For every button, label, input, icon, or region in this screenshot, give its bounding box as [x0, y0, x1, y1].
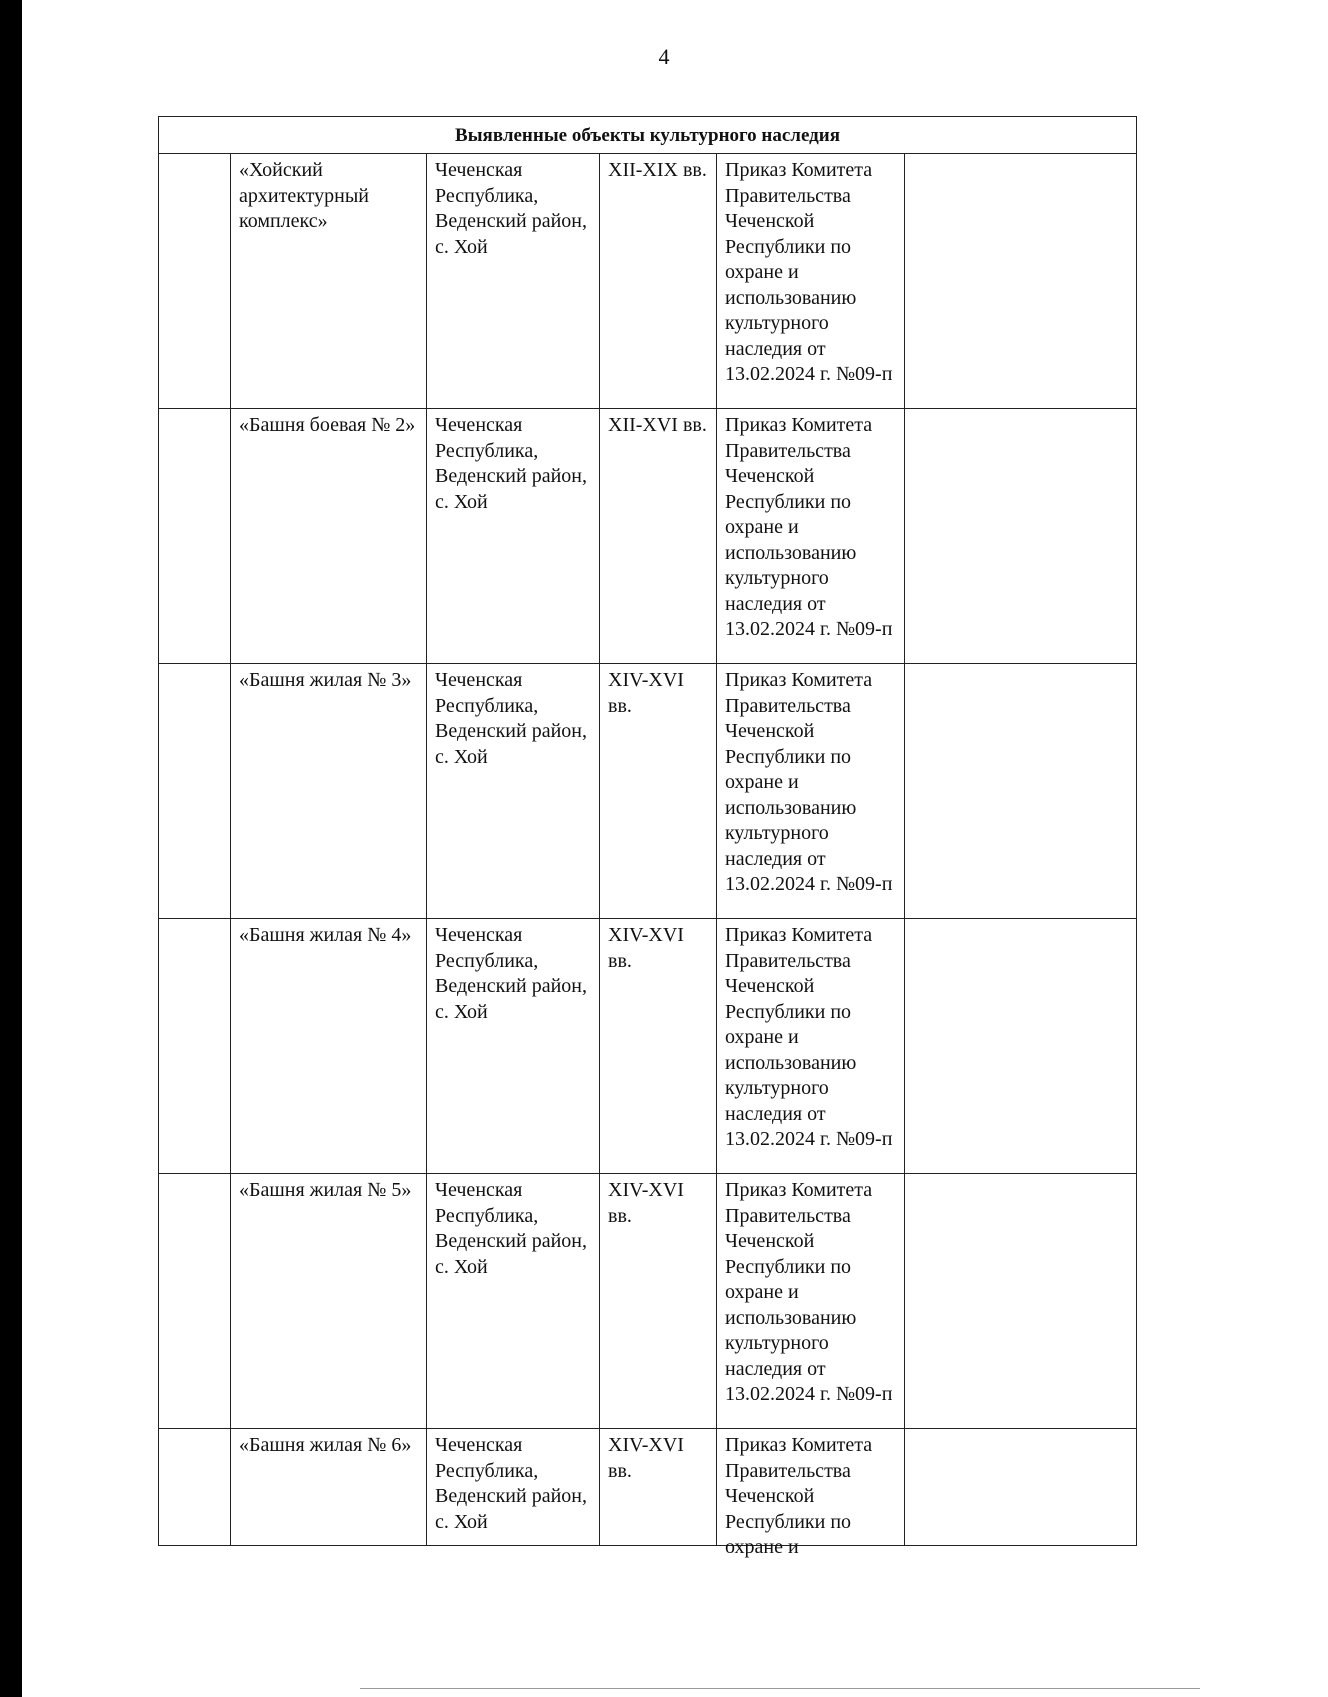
- cell-note: [905, 1174, 1137, 1429]
- cell-object-name: «Башня жилая № 6»: [231, 1429, 427, 1546]
- cell-number: [159, 154, 231, 409]
- cell-period: XII-XIX вв.: [600, 154, 717, 409]
- cell-number: [159, 664, 231, 919]
- cell-period: XIV-XVI вв.: [600, 919, 717, 1174]
- table-row: [159, 664, 1137, 919]
- cell-location: Чеченская Республика, Веденский район, с. Хой: [427, 1429, 600, 1546]
- cell-document: Приказ Комитета Правительства Чеченской Республики по охране и использованию культурного наследия от 13.02.2024 г. №09-п: [717, 154, 905, 409]
- cell-number: [159, 919, 231, 1174]
- cell-period: XIV-XVI вв.: [600, 1174, 717, 1429]
- cell-document: Приказ Комитета Правительства Чеченской Республики по охране и использованию культурного наследия от 13.02.2024 г. №09-п: [717, 664, 905, 919]
- cell-note: [905, 1429, 1137, 1546]
- cell-object-name: «Хойский архитектурный комплекс»: [231, 154, 427, 409]
- cell-period: XIV-XVI вв.: [600, 664, 717, 919]
- cell-location: Чеченская Республика, Веденский район, с. Хой: [427, 154, 600, 409]
- section-header-row: [159, 117, 1137, 154]
- cell-document: Приказ Комитета Правительства Чеченской Республики по охране и использованию культурного наследия от 13.02.2024 г. №09-п: [717, 409, 905, 664]
- cell-object-name: «Башня боевая № 2»: [231, 409, 427, 664]
- scan-edge: [0, 0, 22, 1697]
- table-row: [159, 1429, 1137, 1546]
- cell-location: Чеченская Республика, Веденский район, с. Хой: [427, 1174, 600, 1429]
- cell-note: [905, 919, 1137, 1174]
- cell-location: Чеченская Республика, Веденский район, с. Хой: [427, 409, 600, 664]
- cell-number: [159, 409, 231, 664]
- cell-document: Приказ Комитета Правительства Чеченской Республики по охране и использованию культурного наследия от 13.02.2024 г. №09-п: [717, 919, 905, 1174]
- cell-period: XII-XVI вв.: [600, 409, 717, 664]
- heritage-table: [158, 116, 1137, 1558]
- table-row: [159, 154, 1137, 409]
- cell-document: [717, 1429, 905, 1558]
- cell-note: [905, 664, 1137, 919]
- cell-object-name: «Башня жилая № 5»: [231, 1174, 427, 1429]
- cell-number: [159, 1429, 231, 1546]
- page-number: 4: [658, 44, 670, 69]
- cell-period: XIV-XVI вв.: [600, 1429, 717, 1546]
- table-row: [159, 1174, 1137, 1429]
- cell-document-text: Приказ Комитета Правительства Чеченской Республики по охране и: [725, 1434, 873, 1558]
- cell-object-name: «Башня жилая № 4»: [231, 919, 427, 1174]
- section-title: Выявленные объекты культурного наследия: [159, 117, 1137, 154]
- table-row: [159, 409, 1137, 664]
- cell-document: Приказ Комитета Правительства Чеченской Республики по охране и использованию культурного наследия от 13.02.2024 г. №09-п: [717, 1174, 905, 1429]
- cell-location: Чеченская Республика, Веденский район, с. Хой: [427, 919, 600, 1174]
- cell-note: [905, 154, 1137, 409]
- scan-bottom-line: [360, 1688, 1200, 1689]
- cell-location: Чеченская Республика, Веденский район, с. Хой: [427, 664, 600, 919]
- table-row: [159, 919, 1137, 1174]
- cell-note: [905, 409, 1137, 664]
- cell-number: [159, 1174, 231, 1429]
- cell-object-name: «Башня жилая № 3»: [231, 664, 427, 919]
